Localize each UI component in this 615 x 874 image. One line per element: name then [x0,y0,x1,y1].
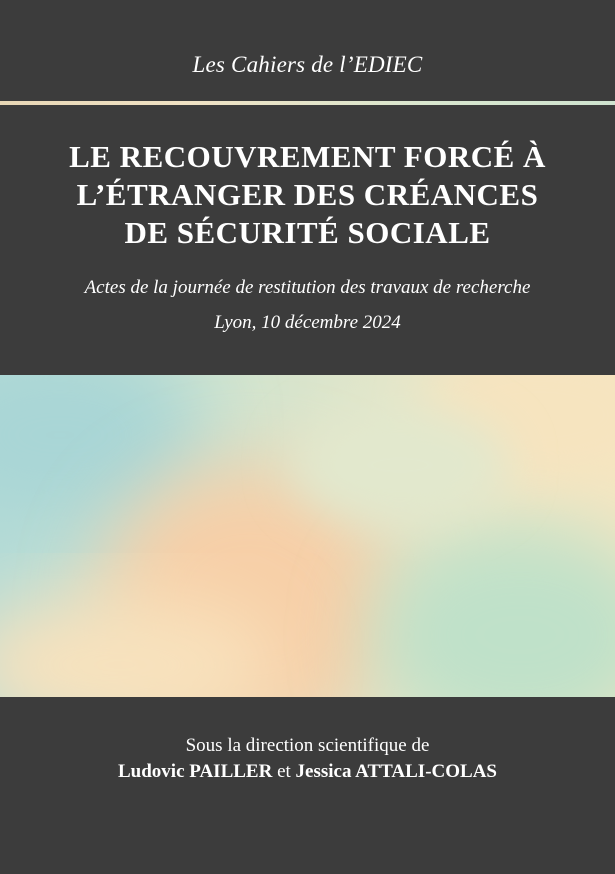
gradient-divider [0,101,615,105]
editors-line [0,761,615,783]
direction-label: Sous la direction scientifique de [185,735,430,756]
gradient-art-svg [0,375,615,697]
editor-joiner: et [277,761,291,782]
main-title [20,138,595,252]
place-date: Lyon, 10 décembre 2024 [214,312,401,333]
subtitle: Actes de la journée de restitution des travaux de recherche [84,277,531,298]
main-title-line-1: LE RECOUVREMENT FORCÉ À [69,139,546,174]
main-title-line-3: DE SÉCURITÉ SOCIALE [124,215,491,250]
cover-bottom-band [0,697,615,874]
abstract-gradient-artwork [0,375,615,697]
series-title: Les Cahiers de l’EDIEC [192,52,423,77]
editor-name-2: Jessica ATTALI-COLAS [295,761,497,782]
art-haze-blob [290,405,510,525]
editor-name-1: Ludovic PAILLER [117,761,273,782]
main-title-line-2: L’ÉTRANGER DES CRÉANCES [76,177,539,212]
